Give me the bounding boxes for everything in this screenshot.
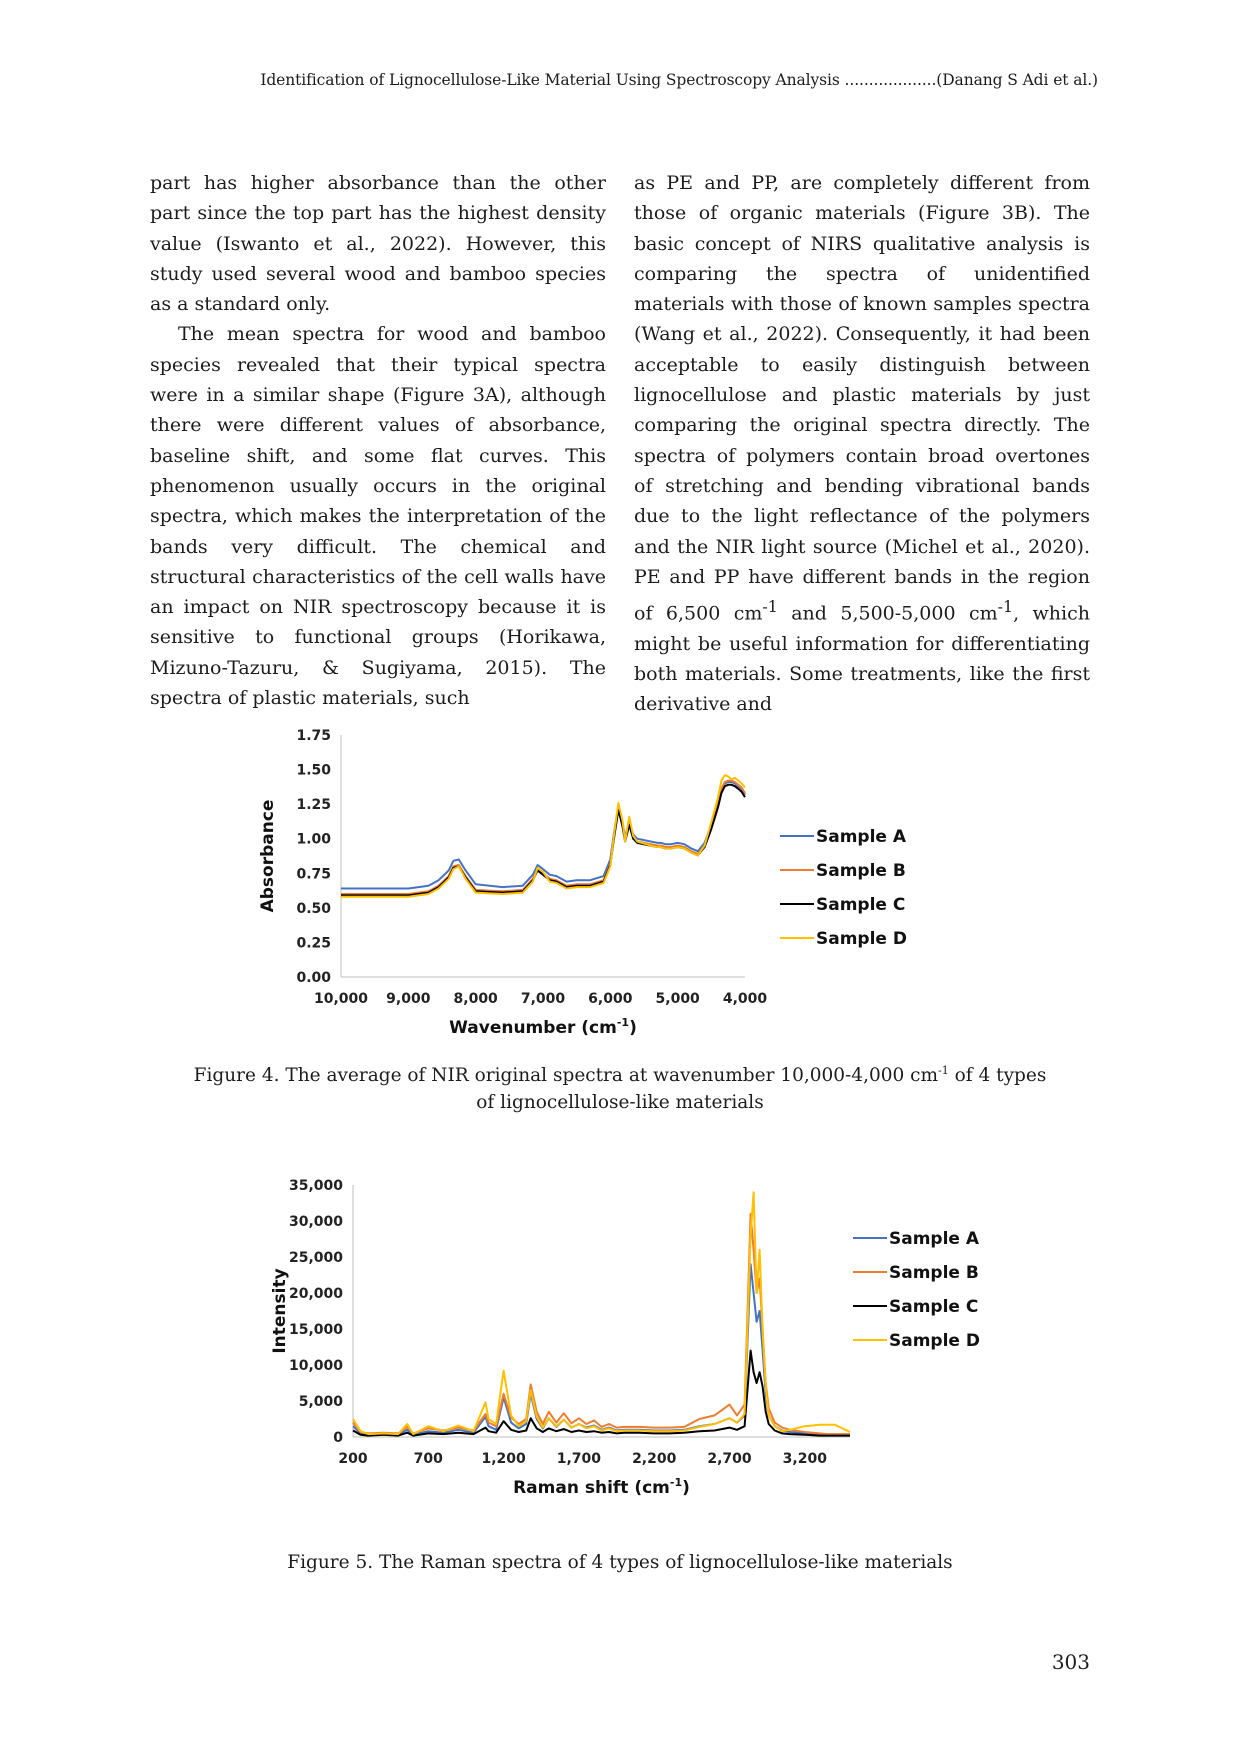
y-tick-label: 1.00 (296, 831, 331, 848)
paragraph: The mean spectra for wood and bamboo species revealed that their typical spectra were in a similar shape (Figure 3A), although there were different values of absorbance, baseline shift, and some flat curves. This phenomenon usually occurs in the original spectra, which makes the interpretation of the bands very difficult. The chemical and structural characteristics of the cell walls have an impact on NIR spectroscopy because it is sensitive to functional groups (Horikawa, Mizuno-Tazuru, & Sugiyama, 2015). The spectra of plastic materials, such (150, 323, 606, 710)
y-tick-label: 1.25 (296, 797, 331, 814)
legend-label: Sample B (816, 861, 906, 881)
y-tick-label: 1.75 (296, 728, 331, 744)
y-tick-label: 10,000 (288, 1358, 343, 1374)
paragraph-text: and 5,500-5,000 cm (777, 602, 998, 625)
x-tick-label: 10,000 (313, 991, 369, 1007)
x-tick-label: 3,200 (782, 1451, 827, 1467)
caption-text: of 4 types (948, 1065, 1047, 1087)
figure5-caption (150, 1549, 1090, 1576)
series-line-sample-c (341, 785, 745, 896)
y-tick-label: 0.75 (296, 866, 331, 883)
superscript: -1 (997, 597, 1014, 617)
y-tick-label: 0.25 (296, 935, 331, 952)
legend-label: Sample C (889, 1297, 979, 1317)
text-column-right (634, 168, 1090, 720)
figure4-caption (150, 1057, 1090, 1116)
caption-text: Figure 5. The Raman spectra of 4 types of lignocellulose-like materials (287, 1552, 953, 1573)
y-tick-label: 35,000 (288, 1178, 343, 1194)
legend-label: Sample A (889, 1229, 980, 1249)
paragraph-continued: part has higher absorbance than the other part since the top part has the highest density value (Iswanto et al., 2022). However, this study used several wood and bamboo species as a standard only. (150, 172, 606, 316)
legend-label: Sample D (889, 1331, 980, 1351)
series-line-sample-b (353, 1214, 850, 1434)
page-number: 303 (1051, 1650, 1090, 1674)
paragraph-text: as PE and PP, are completely different from those of organic materials (Figure 3B). The basic concept of NIRS qualitative analysis is comparing the spectra of unidentified materials with those of known samples spectra (Wang et al., 2022). Consequently, it had been acceptable to easily distinguish between lignocellulose and plastic materials by just comparing the original spectra directly. The spectra of polymers contain broad overtones of stretching and bending vibrational bands due to the light reflectance of the polymers and the NIR light source (Michel et al., 2020). PE and PP have different bands in the region of 6,500 cm (634, 172, 1090, 625)
x-axis-title: Raman shift $(cm^{-1})$ (513, 1476, 690, 1498)
caption-superscript: -1 (938, 1064, 949, 1077)
x-axis-title: Wavenumber $(cm^{-1})$ (449, 1016, 637, 1038)
x-tick-label: 4,000 (722, 991, 768, 1007)
figure5-chart (255, 1170, 1015, 1524)
x-tick-label: 2,700 (707, 1451, 752, 1467)
y-tick-label: 0.00 (296, 970, 331, 986)
legend-label: Sample A (816, 827, 907, 847)
series-line-sample-b (341, 781, 745, 894)
y-tick-label: 20,000 (288, 1286, 343, 1302)
y-tick-label: 1.50 (296, 762, 331, 779)
legend-label: Sample B (889, 1263, 979, 1283)
x-tick-label: 1,200 (481, 1451, 526, 1467)
y-tick-label: 25,000 (288, 1250, 343, 1266)
caption-text: of lignocellulose-like materials (476, 1092, 764, 1114)
y-tick-label: 15,000 (288, 1322, 343, 1338)
x-tick-label: 2,200 (632, 1451, 677, 1467)
running-header (260, 71, 1098, 89)
x-tick-label: 9,000 (386, 991, 431, 1007)
x-tick-label: 6,000 (588, 991, 633, 1007)
y-tick-label: 0 (333, 1430, 343, 1446)
y-tick-label: 5,000 (298, 1394, 343, 1410)
y-axis-title: Absorbance (258, 799, 278, 913)
paragraph-text: , which might be useful information for differentiating both materials. Some treatments, like the first derivative and (634, 602, 1090, 716)
y-tick-label: 30,000 (288, 1214, 343, 1230)
legend-label: Sample C (816, 895, 906, 915)
text-column-left (150, 168, 606, 713)
series-line-sample-a (353, 1264, 850, 1435)
x-tick-label: 200 (338, 1451, 368, 1467)
y-axis-title: Intensity (270, 1268, 290, 1354)
superscript: -1 (762, 597, 778, 617)
figure4-svg (255, 725, 955, 1045)
series-line-sample-d (341, 775, 745, 897)
running-header-text: Identification of Lignocellulose-Like Material Using Spectroscopy Analysis ...................(Danang S Adi et al.) (260, 71, 1098, 89)
x-tick-label: 8,000 (453, 991, 498, 1007)
paragraph (634, 168, 1090, 720)
x-tick-label: 7,000 (520, 991, 566, 1007)
legend-label: Sample D (816, 929, 907, 949)
figure4-chart (255, 725, 955, 1049)
series-line-sample-d (353, 1192, 850, 1434)
caption-text: Figure 4. The average of NIR original spectra at wavenumber 10,000-4,000 cm (193, 1065, 939, 1087)
x-tick-label: 5,000 (655, 991, 700, 1007)
figure5-svg (255, 1170, 1015, 1520)
y-tick-label: 0.50 (296, 900, 331, 917)
x-tick-label: 700 (413, 1451, 443, 1467)
x-tick-label: 1,700 (556, 1451, 602, 1467)
